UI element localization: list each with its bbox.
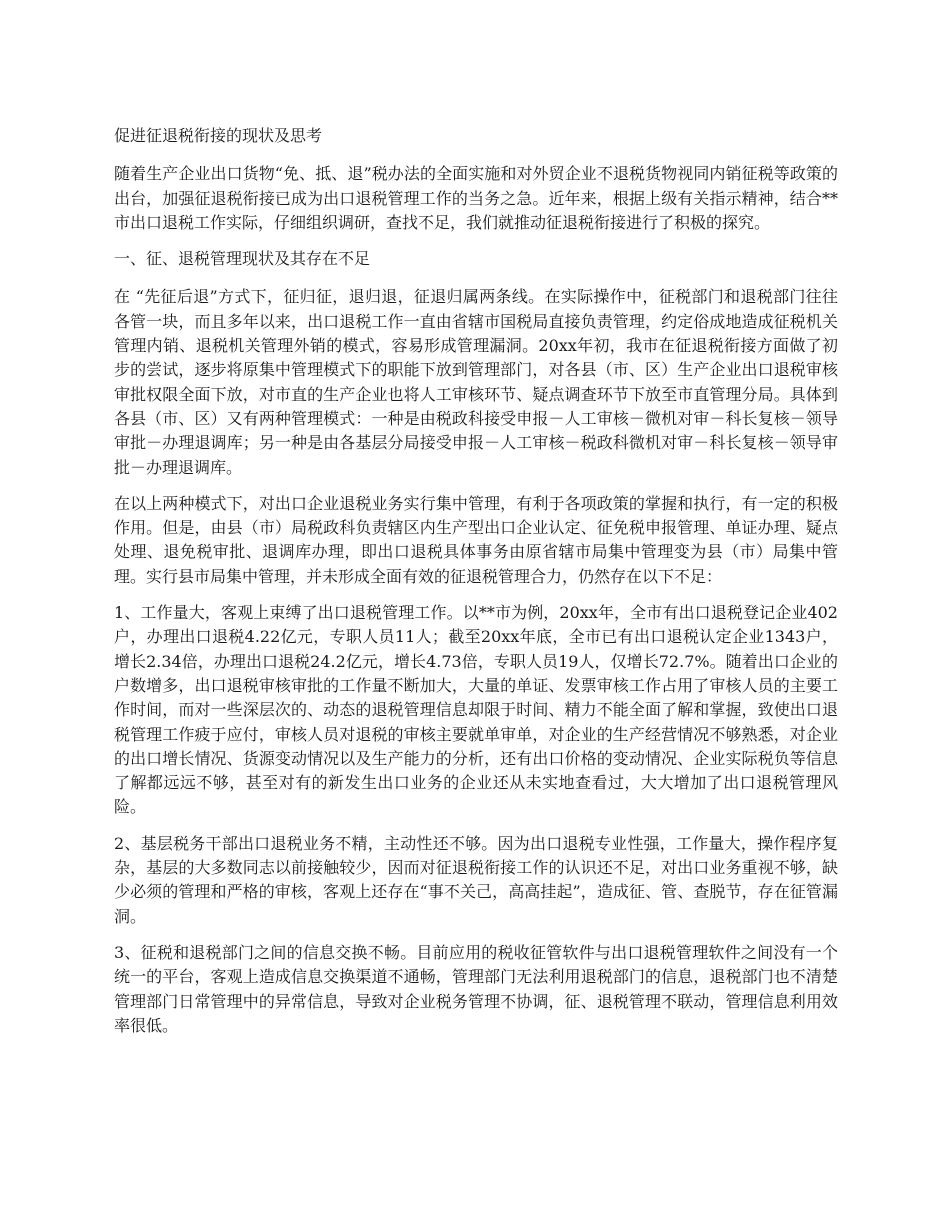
body-paragraph: 在 “先征后退”方式下，征归征，退归退，征退归属两条线。在实际操作中，征税部门和退税部门往往各管一块，而且多年以来，出口退税工作一直由省辖市国税局直接负责管理，约定俗成地造成征税机关管理内销、退税机关管理外销的模式，容易形成管理漏洞。20xx年初，我市在征退税衔接方面做了初步的尝试，逐步将原集中管理模式下的职能下放到管理部门，对各县（市、区）生产企业出口退税审核审批权限全面下放，对市直的生产企业也将人工审核环节、疑点调查环节下放至市直管理分局。具体到各县（市、区）又有两种管理模式：一种是由税政科接受申报－人工审核－微机对审－科长复核－领导审批－办理退调库；另一种是由各基层分局接受申报－人工审核－税政科微机对审－科长复核－领导审批－办理退调库。 <box>114 287 838 477</box>
point-paragraph: 1、工作量大，客观上束缚了出口退税管理工作。以**市为例，20xx年，全市有出口退税登记企业402户，办理出口退税4.22亿元，专职人员11人；截至20xx年底，全市已有出口退税认定企业1343户，增长2.34倍，办理出口退税24.2亿元，增长4.73倍，专职人员19人，仅增长72.7%。随着出口企业的户数增多，出口退税审核审批的工作量不断加大，大量的单证、发票审核工作占用了审核人员的主要工作时间，而对一些深层次的、动态的退税管理信息却限于时间、精力不能全面了解和掌握，致使出口退税管理工作疲于应付，审核人员对退税的审核主要就单审单，对企业的生产经营情况不够熟悉，对企业的出口增长情况、货源变动情况以及生产能力的分析，还有出口价格的变动情况、企业实际税负等信息了解都远远不够，甚至对有的新发生出口业务的企业还从未实地查看过，大大增加了出口退税管理风险。 <box>114 603 838 817</box>
section-heading: 一、征、退税管理现状及其存在不足 <box>114 249 371 269</box>
point-paragraph: 3、征税和退税部门之间的信息交换不畅。目前应用的税收征管软件与出口退税管理软件之间没有一个统一的平台，客观上造成信息交换渠道不通畅，管理部门无法利用退税部门的信息，退税部门也不清楚管理部门日常管理中的异常信息，导致对企业税务管理不协调，征、退税管理不联动，管理信息利用效率很低。 <box>114 942 838 1035</box>
point-paragraph: 2、基层税务干部出口退税业务不精，主动性还不够。因为出口退税专业性强，工作量大，操作程序复杂，基层的大多数同志以前接触较少，因而对征退税衔接工作的认识还不足，对出口业务重视不够，缺少必须的管理和严格的审核，客观上还存在“事不关己，高高挂起”，造成征、管、查脱节，存在征管漏洞。 <box>114 833 838 926</box>
document-title: 促进征退税衔接的现状及思考 <box>114 126 323 145</box>
intro-paragraph: 随着生产企业出口货物“免、抵、退”税办法的全面实施和对外贸企业不退税货物视同内销征税等政策的出台，加强征退税衔接已成为出口退税管理工作的当务之急。近年来，根据上级有关指示精神，结合**市出口退税工作实际，仔细组织调研，查找不足，我们就推动征退税衔接进行了积极的探究。 <box>114 164 838 232</box>
body-paragraph: 在以上两种模式下，对出口企业退税业务实行集中管理，有利于各项政策的掌握和执行，有一定的积极作用。但是，由县（市）局税政科负责辖区内生产型出口企业认定、征免税申报管理、单证办理、疑点处理、退免税审批、退调库办理，即出口退税具体事务由原省辖市局集中管理变为县（市）局集中管理。实行县市局集中管理，并未形成全面有效的征退税管理合力，仍然存在以下不足： <box>114 493 838 586</box>
document-body <box>114 124 838 1050</box>
